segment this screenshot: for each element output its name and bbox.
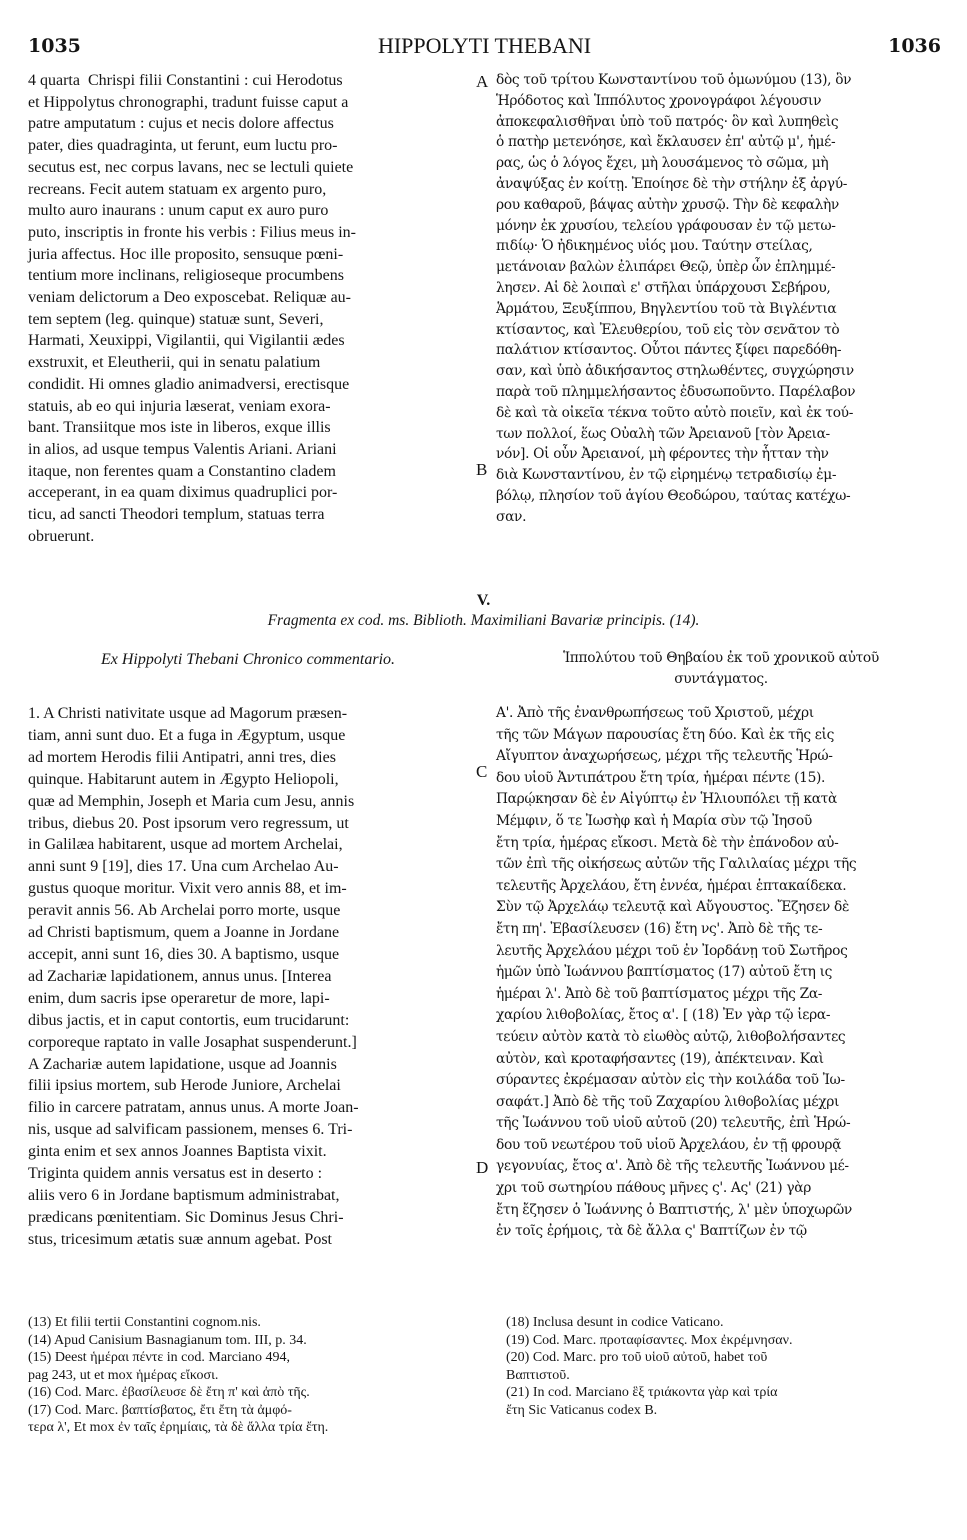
greek-section-heading: Ἱππολύτου τοῦ Θηβαίου ἐκ τοῦ χρονικοῦ αὐτοῦ συντάγματος. — [563, 650, 879, 687]
fragment-title: Fragmenta ex cod. ms. Biblioth. Maximiliani Bavariæ principis. (14). — [267, 612, 700, 629]
footnotes-left: (13) Et filii tertii Constantini cognom.nis. (14) Apud Canisium Basnagianum tom. III, p. 34. (15) Deest ἡμέραι πέντε in cod. Marciano 494, pag 243, ut et mox ἡμέρας εἴκοσι. (16) Cod. Marc. ἐβασίλευσε δὲ ἔτη π' καὶ ἀπὸ τῆς. (17) Cod. Marc. βαπτίσβατος, ἔτι ἔτη τὰ ἀμφό- τερα λ', Et mox ἐν ταῖς ἐρημίαις, τὰ δὲ ἄλλα τρία ἔτη. — [28, 1315, 329, 1435]
footnotes-right: (18) Inclusa desunt in codice Vaticano. (19) Cod. Marc. προταφίσαντες. Mox ἐκρέμνησαν. (20) Cod. Marc. pro τοῦ υἱοῦ αὐτοῦ, habet τοῦ Βαπτιστοῦ. (21) In cod. Marciano ἓξ τριάκοντα γὰρ καὶ τρία ἔτη Sic Vaticanus codex B. — [506, 1315, 793, 1418]
margin-letter-b: B — [476, 460, 488, 479]
greek-text-top: δὸς τοῦ τρίτου Κωνσταντίνου τοῦ ὁμωνύμου (13), ὃν Ἡρόδοτος καὶ Ἱππόλυτος χρονογράφοι λέγουσιν ἀποκεφαλισθῆναι ὑπὸ τοῦ πατρός· ὃν καὶ λυπηθεὶς ὁ πατὴρ μετενόησε, καὶ ἔκλαυσεν ἐπ' αὐτῷ μ', ἡμέ- ρας, ὡς ὁ λόγος ἔχει, μὴ λουσάμενος τὸ σῶμα, μὴ ἀναψύξας ἐν κοίτῃ. Ἐποίησε δὲ τὴν στήλην ἐξ ἀργύ- ρου καθαροῦ, βάψας αὐτὴν χρυσῷ. Τὴν δὲ κεφαλὴν μόνην ἐκ χρυσίου, τελείου γράφουσαν ἐν τῷ μετω- πιδίῳ· Ὁ ἠδικημένος υἱός μου. Ταύτην στείλας, μετάνοιαν βαλὼν ἐλιπάρει Θεῷ, ὑπὲρ ὧν ἐπλημμέ- λησεν. Αἱ δὲ λοιπαὶ ε' στῆλαι ὑπάρχουσι Σεβήρου, Ἁρμάτου, Ξευξίππου, Βηγλεντίου τοῦ τὰ Βιγλέντια κτίσαντος, καὶ Ἐλευθερίου, τοῦ εἰς τὸν σενᾶτον τὸ παλάτιον κτίσαντος. Οὗτοι πάντες ξίφει παρεδόθη- σαν, καὶ ὑπὸ ἀδικήσαντος στηλωθέντες, συγχώρησιν παρὰ τοῦ πλημμελήσαντος ἐδυσωποῦντο. Παρέλαβον δὲ καὶ τὰ οἰκεῖα τέκνα τοῦτο αὐτὸ ποιεῖν, καὶ ἐκ τού- των πολλοί, ἕως Οὐαλὴ τῶν Ἀρειανοῦ [τὸν Ἀρεια- νόν]. Οἱ οὖν Ἀρειανοί, μὴ φέροντες τὴν ἧτταν τὴν διὰ Κωνσταντίνου, ἐν τῷ εἰρημένῳ τετραδισίῳ ἐμ- βόλῳ, πλησίον τοῦ ἁγίου Θεοδώρου, ταύτας κατέχω- σαν. — [496, 72, 856, 525]
section-number: V. — [476, 592, 491, 609]
latin-text-bottom: 1. A Christi nativitate usque ad Magorum præsen- tiam, anni sunt duo. Et a fuga in Ægyptum, usque ad mortem Herodis filii Antipatri, anni tres, dies quinque. Habitarunt autem in Ægypto Heliopoli, quæ ad Memphin, Joseph et Maria cum Jesu, annis tribus, diebus 20. Post ipsorum vero regressum, ut in Galilæa habitarent, usque ad mortem Archelai, anni sunt 9 [19], dies 17. Una cum Archelao Au- gustus quoque moritur. Vixit vero annis 88, et im- peravit annis 56. Ab Archelai porro morte, usque ad Christi baptismum, quem a Joanne in Jordane accepit, anni sunt 16, dies 30. A baptismo, usque ad Zachariæ lapidationem, annus unus. [Interea enim, dum sacris ipse operaretur de more, lapi- dibus jactis, et in caput contortis, eum trucidarunt: corporeque raptato in valle Josaphat suspenderunt.] A Zachariæ autem lapidatione, usque ad Joannis filii ipsius mortem, sub Herode Juniore, Archelai filio in carcere patratam, annus unus. A morte Joan- nis, usque ad salvificam passionem, menses 6. Tri- ginta enim et sex annos Joannes Baptista vixit. Triginta quidem annis versatus est in deserto : aliis vero 6 in Jordane baptismum administrabat, prædicans pœnitentiam. Sic Dominus Jesus Chri- stus, tricesimum ætatis suæ annum agebat. Post — [28, 705, 359, 1248]
page-header — [28, 34, 941, 62]
latin-section-heading: Ex Hippolyti Thebani Chronico commentario. — [100, 651, 396, 668]
page-number-right: 1036 — [888, 35, 941, 57]
margin-letter-a: A — [476, 72, 489, 91]
running-title: HIPPOLYTI THEBANI — [377, 33, 592, 58]
page-number-left: 1035 — [28, 35, 81, 57]
latin-text-top: 4 quarta Chrispi filii Constantini : cui Herodotus et Hippolytus chronographi, tradunt fuisse caput a patre amputatum : cujus et necis dolore affectus pater, dies quadraginta, ut ferunt, eum luctu pro- secutus est, nec corpus lavans, nec se lectuli quiete recreans. Fecit autem statuam ex argento puro, multo auro inaurans : unum caput ex auro puro puto, inscriptis in fronte his verbis : Filius meus in- juria affectus. Hoc ille proposito, sensuque pœni- tentium more inclinans, religioseque procumbens veniam delictorum a Deo exposcebat. Reliquæ au- tem septem (leg. quinque) statuæ sunt, Severi, Harmati, Xeuxippi, Vigilantii, qui Vigilantii ædes exstruxit, et Eleutherii, qui in senatu palatium condidit. Hi omnes gladio animadversi, erectisque statuis, ab eo qui injuria læserat, veniam exora- bant. Transiitque mos iste in liberos, exque illis in alios, ad usque tempus Valentis Ariani. Ariani itaque, non ferentes quam a Constantino cladem acceperant, in ea quam diximus quadruplici por- ticu, ad sancti Theodori templum, statuas terra obruerunt. — [28, 72, 356, 545]
margin-letter-c: C — [476, 762, 488, 781]
greek-text-bottom: Α'. Ἀπὸ τῆς ἐνανθρωπήσεως τοῦ Χριστοῦ, μέχρι τῆς τῶν Μάγων παρουσίας ἔτη δύο. Καὶ ἐκ τῆς εἰς Αἴγυπτον ἀναχωρήσεως, μέχρι τῆς τελευτῆς Ἡρώ- δου υἱοῦ Ἀντιπάτρου ἔτη τρία, ἡμέραι πέντε (15). Παρῴκησαν δὲ ἐν Αἰγύπτῳ ἐν Ἡλιουπόλει τῇ κατὰ Μέμφιν, ὅ τε Ἰωσὴφ καὶ ἡ Μαρία σὺν τῷ Ἰησοῦ ἔτη τρία, ἡμέρας εἴκοσι. Μετὰ δὲ τὴν ἐπάνοδον αὐ- τῶν ἐπὶ τῆς οἰκήσεως αὐτῶν τῆς Γαλιλαίας μέχρι τῆς τελευτῆς Ἀρχελάου, ἔτη ἐννέα, ἡμέραι ἑπτακαίδεκα. Σὺν τῷ Ἀρχελάῳ τελευτᾷ καὶ Αὔγουστος. Ἔζησεν δὲ ἔτη πη'. Ἐβασίλευσεν (16) ἔτη νς'. Ἀπὸ δὲ τῆς τε- λευτῆς Ἀρχελάου μέχρι τοῦ ἐν Ἰορδάνῃ τοῦ Σωτῆρος ἡμῶν ὑπὸ Ἰωάννου βαπτίσματος (17) αὐτοῦ ἔτη ις ἡμέραι λ'. Ἀπὸ δὲ τοῦ βαπτίσματος μέχρι τῆς Ζα- χαρίου λιθοβολίας, ἔτος α'. [ (18) Ἐν γὰρ τῷ ἱερα- τεύειν αὐτὸν κατὰ τὸ εἰωθὸς αὐτῷ, λιθοβολήσαντες αὐτὸν, καὶ κροταφήσαντες (19), ἀπέκτειναν. Καὶ σύραντες ἐκρέμασαν αὐτὸν εἰς τὴν κοιλάδα τοῦ Ἰω- σαφάτ.] Ἀπὸ δὲ τῆς τοῦ Ζαχαρίου λιθοβολίας μέχρι τῆς Ἰωάννου τοῦ υἱοῦ αὐτοῦ (20) τελευτῆς, ἐπὶ Ἡρώ- δου τοῦ νεωτέρου τοῦ υἱοῦ Ἀρχελάου, ἐν τῇ φρουρᾷ γεγονυίας, ἔτος α'. Ἀπὸ δὲ τῆς τελευτῆς Ἰωάννου μέ- χρι τοῦ σωτηρίου πάθους μῆνες ς'. Ας' (21) γὰρ ἔτη ἔζησεν ὁ Ἰωάννης ὁ Βαπτιστής, λ' μὲν ὑποχωρῶν ἐν τοῖς ἐρήμοις, τὰ δὲ ἄλλα ς' Βαπτίζων ἐν τῷ — [496, 705, 857, 1240]
margin-letter-d: D — [476, 1158, 489, 1177]
